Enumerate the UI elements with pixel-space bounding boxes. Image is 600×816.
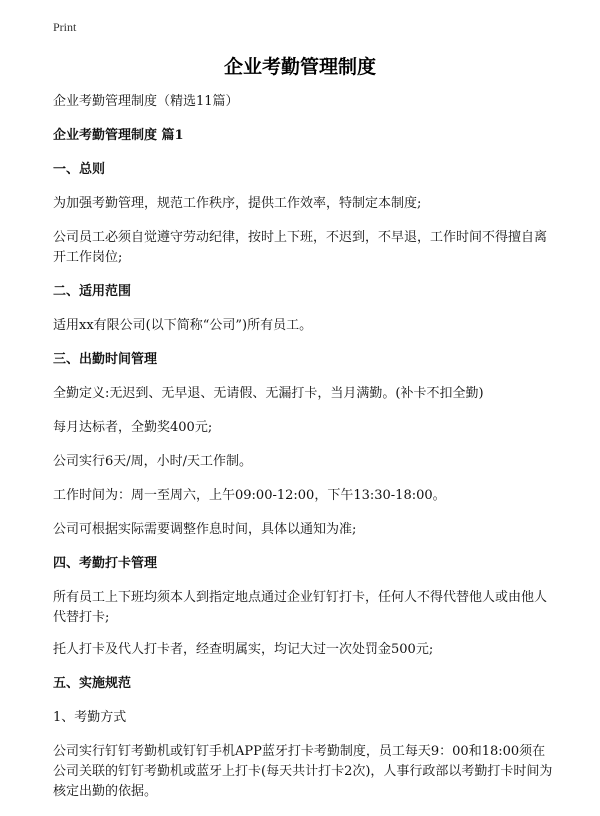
paragraph: 公司员工必须自觉遵守劳动纪律，按时上下班，不迟到，不早退，工作时间不得擅自离开工作岗位;	[53, 230, 548, 265]
document-body	[53, 92, 553, 816]
document-title: 企业考勤管理制度	[223, 56, 376, 78]
document-subtitle: 企业考勤管理制度（精选11篇）	[53, 94, 239, 109]
paragraph: 所有员工上下班均须本人到指定地点通过企业钉钉打卡，任何人不得代替他人或由他人代替打卡;	[53, 590, 548, 625]
list-item: 1、考勤方式	[53, 710, 127, 725]
paragraph: 公司实行6天/周，小时/天工作制。	[53, 454, 253, 469]
section-heading-attendance-time: 三、出勤时间管理	[53, 352, 158, 367]
print-label: Print	[53, 20, 77, 34]
section-heading-scope: 二、适用范围	[53, 284, 132, 299]
section-heading-implementation: 五、实施规范	[53, 676, 132, 691]
paragraph: 适用xx有限公司(以下简称“公司”)所有员工。	[53, 318, 313, 333]
paragraph: 工作时间为：周一至周六，上午09:00-12:00，下午13:30-18:00。	[53, 488, 446, 503]
part-heading: 企业考勤管理制度 篇1	[53, 128, 184, 143]
section-heading-general: 一、总则	[53, 162, 106, 177]
paragraph: 每月达标者，全勤奖400元;	[53, 420, 213, 435]
paragraph: 为加强考勤管理，规范工作秩序，提供工作效率，特制定本制度;	[53, 196, 422, 211]
paragraph: 托人打卡及代人打卡者，经查明属实，均记大过一次处罚金500元;	[53, 642, 434, 657]
paragraph: 公司可根据实际需要调整作息时间，具体以通知为准;	[53, 522, 357, 537]
paragraph: 公司实行钉钉考勤机或钉钉手机APP蓝牙打卡考勤制度，员工每天9：00和18:00须在公司关联的钉钉考勤机或蓝牙上打卡(每天共计打卡2次)，人事行政部以考勤打卡时间为核定出勤的依据。	[53, 744, 553, 799]
paragraph: 全勤定义:无迟到、无早退、无请假、无漏打卡，当月满勤。(补卡不扣全勤)	[53, 386, 484, 401]
section-heading-clock-in: 四、考勤打卡管理	[53, 556, 158, 571]
